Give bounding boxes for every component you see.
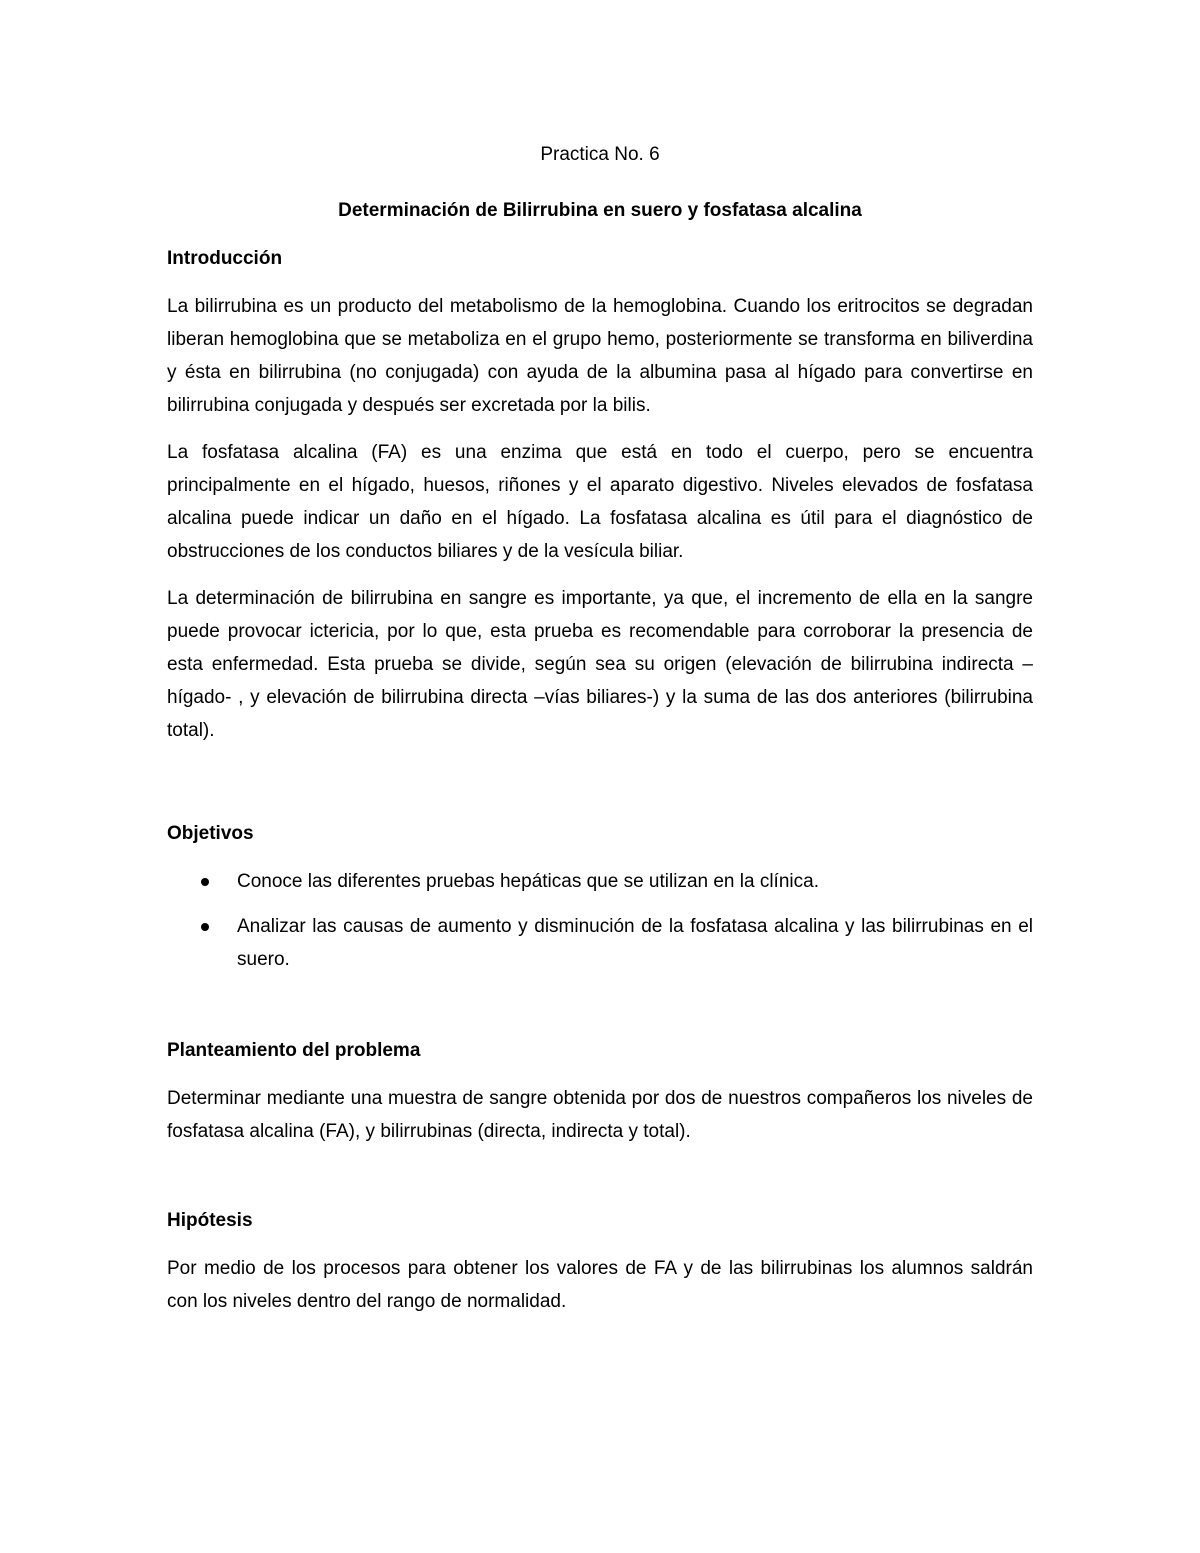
section-heading-introduccion: Introducción [167,248,283,269]
section-heading-hipotesis: Hipótesis [167,1210,253,1231]
objetivos-list [167,865,1033,976]
list-item [167,865,1033,898]
bullet-icon [201,878,209,886]
section-spacer [167,1162,1033,1206]
objetivo-text-1: Conoce las diferentes pruebas hepáticas que se utilizan en la clínica. [237,871,819,892]
planteamiento-paragraph: Determinar mediante una muestra de sangre obtenida por dos de nuestros compañeros los niveles de fosfatasa alcalina (FA), y bilirrubinas (directa, indirecta y total). [167,1088,1033,1142]
document-subtitle: Determinación de Bilirrubina en suero y fosfatasa alcalina [338,200,862,221]
bullet-icon [201,923,209,931]
section-heading-objetivos: Objetivos [167,823,254,844]
list-item [167,910,1033,976]
section-spacer [167,761,1033,819]
objetivo-text-2: Analizar las causas de aumento y disminución de la fosfatasa alcalina y las bilirrubinas en el suero. [237,916,1033,970]
hipotesis-paragraph: Por medio de los procesos para obtener los valores de FA y de las bilirrubinas los alumnos saldrán con los niveles dentro del rango de normalidad. [167,1258,1033,1312]
section-heading-planteamiento: Planteamiento del problema [167,1040,421,1061]
intro-paragraph-1: La bilirrubina es un producto del metabolismo de la hemoglobina. Cuando los eritrocitos se degradan liberan hemoglobina que se metaboliza en el grupo hemo, posteriormente se transforma en biliverdina y ésta en bilirrubina (no conjugada) con ayuda de la albumina pasa al hígado para convertirse en bilirrubina conjugada y después ser excretada por la bilis. [167,296,1033,416]
section-spacer [167,992,1033,1036]
intro-paragraph-3: La determinación de bilirrubina en sangre es importante, ya que, el incremento de ella en la sangre puede provocar ictericia, por lo que, esta prueba es recomendable para corroborar la presencia de esta enfermedad. Esta prueba se divide, según sea su origen (elevación de bilirrubina indirecta –hígado- , y elevación de bilirrubina directa –vías biliares-) y la suma de las dos anteriores (bilirrubina total). [167,588,1033,741]
document-content [167,140,1033,1332]
intro-paragraph-2: La fosfatasa alcalina (FA) es una enzima que está en todo el cuerpo, pero se encuentra principalmente en el hígado, huesos, riñones y el aparato digestivo. Niveles elevados de fosfatasa alcalina puede indicar un daño en el hígado. La fosfatasa alcalina es útil para el diagnóstico de obstrucciones de los conductos biliares y de la vesícula biliar. [167,442,1033,562]
document-title: Practica No. 6 [540,144,660,165]
